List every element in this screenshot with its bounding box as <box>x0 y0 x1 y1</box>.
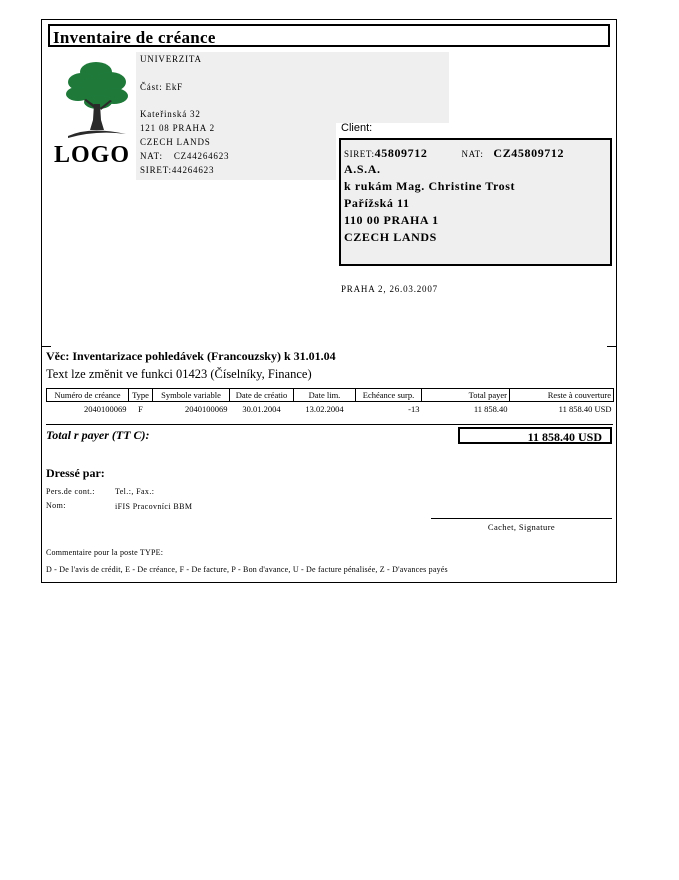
fold-mark-right <box>607 346 616 347</box>
col-header: Numéro de créance <box>47 389 129 402</box>
total-value: 11 858.40 USD <box>527 430 602 444</box>
col-header: Type <box>129 389 153 402</box>
sender-siret-value: 44264623 <box>171 165 215 175</box>
sender-country: CZECH LANDS <box>140 137 211 147</box>
sender-nat-value: CZ44264623 <box>173 151 230 161</box>
sender-part: Část: EkF <box>140 82 183 92</box>
comment-text: D - De l'avis de crédit, E - De créance, F - De facture, P - Bon d'avance, U - De facture pénalisée, Z - D'avances payés <box>46 565 448 574</box>
receivables-table <box>46 388 614 416</box>
place-date: PRAHA 2, 26.03.2007 <box>341 284 438 294</box>
contact-label: Pers.de cont.: <box>46 487 95 496</box>
col-header: Reste à couverture <box>510 389 614 402</box>
name-value: iFIS Pracovníci BBM <box>115 502 193 511</box>
total-box <box>458 427 612 444</box>
client-name: A.S.A. <box>344 162 381 176</box>
cell-total: 11 858.40 <box>473 404 508 414</box>
col-header: Date lim. <box>294 389 356 402</box>
cell-invoice-number: 2040100069 <box>84 404 127 414</box>
contact-value: Tel.:, Fax.: <box>115 487 155 496</box>
client-street: Pařížská 11 <box>344 196 410 210</box>
cell-remaining: 11 858.40 USD <box>558 404 612 414</box>
cell-due-date: 13.02.2004 <box>305 404 344 414</box>
sender-siret <box>140 165 214 175</box>
subject-note: Text lze změnit ve funkci 01423 (Číselníky, Finance) <box>46 367 312 381</box>
client-city: 110 00 PRAHA 1 <box>344 213 439 227</box>
sender-name: UNIVERZITA <box>140 54 202 64</box>
invoice-page <box>41 19 617 583</box>
sender-nat <box>140 151 229 161</box>
document-title-box <box>48 24 610 47</box>
name-label: Nom: <box>46 501 66 510</box>
total-divider <box>46 424 613 425</box>
cell-creation-date: 30.01.2004 <box>242 404 281 414</box>
col-header: Total payer <box>422 389 510 402</box>
document-title: Inventaire de créance <box>53 28 216 47</box>
table-header-row <box>47 389 614 402</box>
logo-text: LOGO <box>54 142 131 168</box>
client-siret-value: 45809712 <box>374 146 428 160</box>
client-siret-label: SIRET: <box>344 149 375 159</box>
col-header: Echéance surp. <box>356 389 422 402</box>
total-label: Total r payer (TT C): <box>46 428 150 442</box>
cell-variable-symbol: 2040100069 <box>185 404 228 414</box>
signature-label: Cachet, Signature <box>487 522 556 532</box>
sender-city: 121 08 PRAHA 2 <box>140 123 215 133</box>
client-label: Client: <box>341 122 373 134</box>
client-attn: k rukám Mag. Christine Trost <box>344 179 516 193</box>
issued-by-heading: Dressé par: <box>46 466 105 480</box>
comment-title: Commentaire pour la poste TYPE: <box>46 548 164 557</box>
tree-logo-icon <box>60 58 132 140</box>
cell-overdue: -13 <box>408 404 420 414</box>
fold-mark-left <box>42 346 51 347</box>
subject-line: Věc: Inventarizace pohledávek (Francouzsky) k 31.01.04 <box>46 349 336 363</box>
client-ids <box>344 144 564 162</box>
col-header: Date de créatio <box>230 389 294 402</box>
client-nat-value: CZ45809712 <box>493 146 565 160</box>
client-nat-label: NAT: <box>461 149 484 159</box>
sender-siret-label: SIRET: <box>140 165 172 175</box>
cell-type: F <box>138 404 143 414</box>
sender-nat-label: NAT: <box>140 151 163 161</box>
table-row <box>47 402 614 417</box>
signature-line <box>431 518 612 519</box>
sender-street: Kateřinská 32 <box>140 109 201 119</box>
col-header: Symbole variable <box>153 389 230 402</box>
client-address-box <box>339 138 612 266</box>
client-country: CZECH LANDS <box>344 230 437 244</box>
